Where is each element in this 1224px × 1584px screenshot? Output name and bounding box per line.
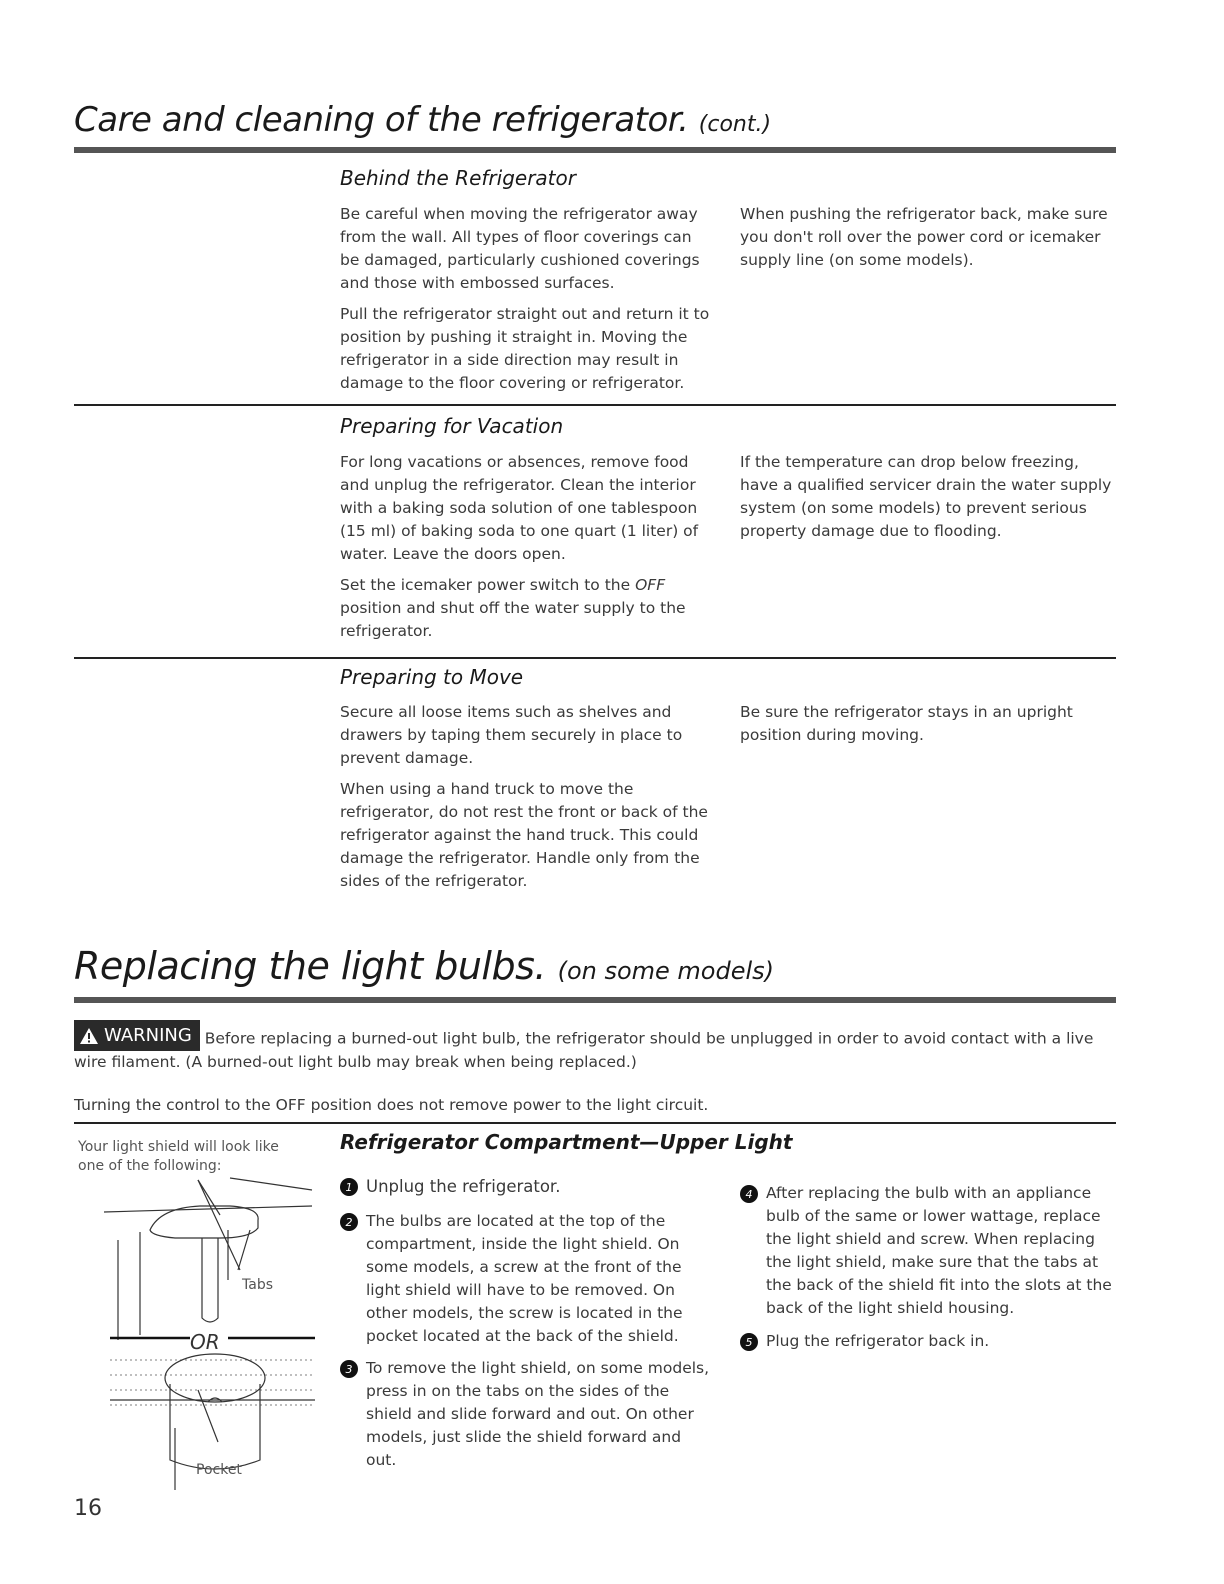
- page-number: 16: [74, 1496, 102, 1521]
- label-tabs: Tabs: [242, 1277, 273, 1293]
- heading-vacation: Preparing for Vacation: [340, 414, 564, 438]
- vacation-paragraph-1: For long vacations or absences, remove food and unplug the refrigerator. Clean the interior with a baking soda solution of one tablespoon (15 ml) of baking soda to one quart (1 liter) of water. Leave the doors open.: [340, 453, 699, 563]
- note-text: Turning the control to the OFF position does not remove power to the light circuit.: [74, 1096, 709, 1114]
- heading-behind: Behind the Refrigerator: [340, 166, 576, 190]
- step-number-badge: 1: [340, 1178, 358, 1196]
- behind-paragraph-2: Pull the refrigerator straight out and return it to position by pushing it straight in. Moving the refrigerator in a side direction may result in damage to the floor covering or refrigerator.: [340, 305, 710, 392]
- step-number-badge: 2: [340, 1213, 358, 1231]
- step-number-badge: 4: [740, 1185, 758, 1203]
- move-left-column: [340, 701, 715, 893]
- vacation-left-column: [340, 451, 715, 643]
- step-text: The bulbs are located at the top of the compartment, inside the light shield. On some models, a screw at the front of the light shield will have to be removed. On other models, the screw is located in the pocket located at the back of the shield.: [366, 1212, 683, 1345]
- move-right-column: [740, 701, 1115, 747]
- off-label: OFF: [635, 576, 666, 594]
- step-4: [740, 1182, 1120, 1320]
- step-number-badge: 5: [740, 1333, 758, 1351]
- move-paragraph-1: Secure all loose items such as shelves and drawers by taping them securely in place to prevent damage.: [340, 703, 683, 767]
- text: position and shut off the water supply to the refrigerator.: [340, 599, 686, 640]
- divider: [74, 657, 1116, 659]
- move-paragraph-3: Be sure the refrigerator stays in an upright position during moving.: [740, 703, 1073, 744]
- warning-text: Before replacing a burned-out light bulb, the refrigerator should be unplugged in order to avoid contact with a live wire filament. (A burned-out light bulb may break when being replaced.): [74, 1029, 1094, 1071]
- step-text: Unplug the refrigerator.: [366, 1177, 561, 1196]
- heading-upper-light: Refrigerator Compartment—Upper Light: [340, 1130, 793, 1154]
- step-text: After replacing the bulb with an appliance bulb of the same or lower wattage, replace the light shield and screw. When replacing the light shield, make sure that the tabs at the back of the shield fit into the slots at the back of the light shield housing.: [766, 1184, 1112, 1317]
- text: Set the icemaker power switch to the: [340, 576, 631, 594]
- warning-triangle-icon: [80, 1028, 98, 1044]
- figure-caption: Your light shield will look like one of the following:: [78, 1139, 279, 1174]
- warning-block: [74, 1020, 1119, 1074]
- step-3: [340, 1357, 710, 1472]
- title-rule: [74, 997, 1116, 1003]
- divider: [74, 1122, 1116, 1124]
- move-paragraph-2: When using a hand truck to move the refrigerator, do not rest the front or back of the refrigerator against the hand truck. This could damage the refrigerator. Handle only from the sides of the refrigerator.: [340, 780, 708, 890]
- behind-paragraph-1: Be careful when moving the refrigerator away from the wall. All types of floor coverings can be damaged, particularly cushioned coverings and those with embossed surfaces.: [340, 205, 700, 292]
- title-suffix: (on some models): [557, 957, 775, 985]
- behind-left-column: [340, 203, 715, 395]
- heading-move: Preparing to Move: [340, 665, 524, 689]
- step-2: [340, 1210, 710, 1348]
- step-number-badge: 3: [340, 1360, 358, 1378]
- title-suffix: (cont.): [698, 112, 772, 137]
- step-text: Plug the refrigerator back in.: [766, 1332, 990, 1350]
- title-rule: [74, 147, 1116, 153]
- vacation-right-column: [740, 451, 1120, 543]
- vacation-paragraph-2: [340, 574, 715, 643]
- section-title-light-bulbs: [74, 944, 774, 988]
- label-or: OR: [190, 1330, 220, 1354]
- step-5: [740, 1330, 1120, 1353]
- step-1: [340, 1175, 710, 1198]
- label-pocket: Pocket: [196, 1462, 242, 1478]
- divider: [74, 404, 1116, 406]
- behind-right-column: [740, 203, 1115, 272]
- warning-label: WARNING: [104, 1025, 192, 1046]
- title-text: Replacing the light bulbs.: [74, 944, 546, 988]
- section-title-care: [74, 100, 771, 140]
- step-text: To remove the light shield, on some models, press in on the tabs on the sides of the shield and slide forward and out. On other models, just slide the shield forward and out.: [366, 1359, 710, 1469]
- title-text: Care and cleaning of the refrigerator.: [74, 100, 689, 140]
- behind-paragraph-3: When pushing the refrigerator back, make sure you don't roll over the power cord or icemaker supply line (on some models).: [740, 205, 1108, 269]
- warning-badge: [74, 1020, 200, 1051]
- vacation-paragraph-3: If the temperature can drop below freezing, have a qualified servicer drain the water supply system (on some models) to prevent serious property damage due to flooding.: [740, 453, 1112, 540]
